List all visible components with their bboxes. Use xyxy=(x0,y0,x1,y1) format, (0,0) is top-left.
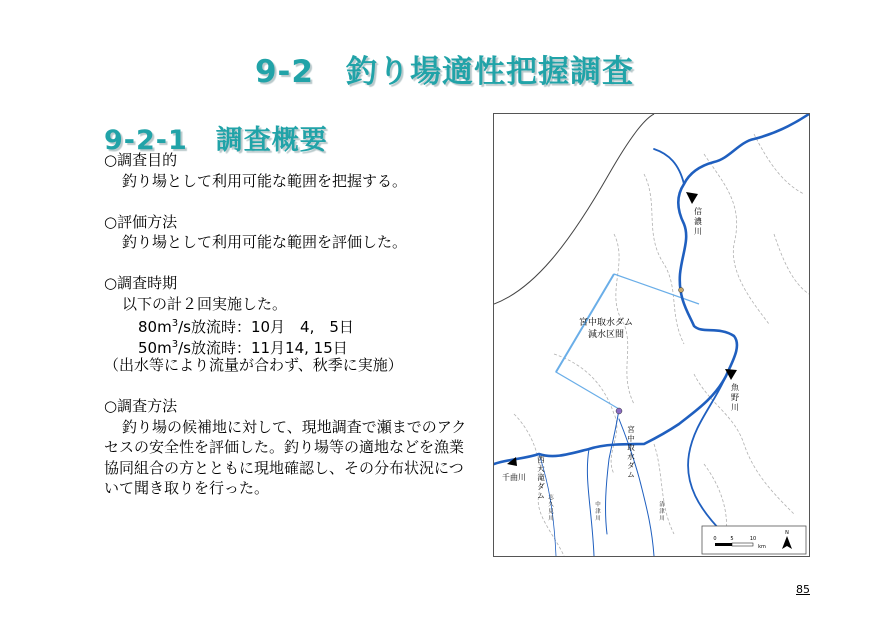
river-map xyxy=(493,113,810,557)
period-line-2: $50m^3/s$放流時：11月14, 15日 xyxy=(138,338,348,357)
label-nishiotaki-3: 滝 xyxy=(537,473,545,482)
method-heading: ○評価方法 xyxy=(104,212,178,231)
scale-legend xyxy=(702,526,806,554)
period-text: 以下の計２回実施した。 xyxy=(122,294,288,313)
label-nakatsu-1: 中 xyxy=(595,502,601,508)
coastline xyxy=(494,114,654,304)
label-shinano-1: 信 xyxy=(694,207,702,216)
purpose-text: 釣り場として利用可能な範囲を把握する。 xyxy=(122,171,408,190)
miyanaka-dam-marker xyxy=(616,408,622,414)
label-uono-3: 川 xyxy=(731,403,739,412)
scale-bar-segment-1 xyxy=(715,543,732,546)
purpose-heading: ○調査目的 xyxy=(104,151,178,169)
page-title: 9-2 釣り場適性把握調査 xyxy=(254,54,634,90)
municipal-boundaries xyxy=(514,134,809,556)
page-number: 85 xyxy=(796,583,810,596)
period-line-1: $80m^3/s$放流時：10月 4, 5日 xyxy=(138,318,354,336)
scale-tick-5: 5 xyxy=(730,536,734,542)
label-nakatsu-3: 川 xyxy=(595,516,601,522)
flow-arrow-shinano xyxy=(686,192,698,204)
label-shikumi-3: 見 xyxy=(548,509,554,515)
label-shikumi-1: 志 xyxy=(548,495,554,501)
scale-bar-segment-2 xyxy=(732,543,753,546)
shinano-river-main xyxy=(494,114,809,464)
scale-tick-10: 10 xyxy=(749,536,757,542)
kiyotsu-river-line xyxy=(619,419,654,556)
label-reduced-1: 宮中取水ダム xyxy=(578,318,634,328)
scale-tick-0: 0 xyxy=(713,536,717,542)
label-chikuma: 千曲川 xyxy=(502,473,526,482)
label-shinano-2: 濃 xyxy=(694,217,702,226)
label-miyanaka-6: ム xyxy=(627,470,635,479)
label-uono-2: 野 xyxy=(731,393,739,402)
label-nishiotaki-1: 西 xyxy=(537,455,545,464)
label-nishiotaki-2: 大 xyxy=(537,464,545,473)
period-note: （出水等により流量が合わず、秋季に実施） xyxy=(104,356,403,374)
label-kiyotsu-1: 清 xyxy=(659,502,665,508)
label-nakatsu-2: 津 xyxy=(595,509,601,515)
label-reduced-2: 減水区間 xyxy=(587,330,625,340)
label-uono-1: 魚 xyxy=(731,383,739,392)
label-shikumi-4: 川 xyxy=(548,516,554,522)
map-labels xyxy=(502,206,740,522)
label-kiyotsu-2: 津 xyxy=(659,509,665,515)
label-miyanaka-3: 取 xyxy=(627,443,635,452)
survey-heading: ○調査方法 xyxy=(104,397,178,415)
section-subtitle: 9-2-1 調査概要 xyxy=(104,125,328,156)
label-miyanaka-5: ダ xyxy=(627,461,635,470)
nakatsu-river-line xyxy=(587,449,594,556)
upstream-marker xyxy=(679,288,684,293)
north-label: N xyxy=(785,530,789,536)
label-miyanaka-2: 中 xyxy=(627,434,635,443)
survey-overview-text xyxy=(104,150,484,499)
shinano-upper-branch xyxy=(654,149,684,184)
label-miyanaka-4: 水 xyxy=(627,452,635,461)
label-shikumi-2: 久 xyxy=(548,502,554,508)
method-text: 釣り場として利用可能な範囲を評価した。 xyxy=(122,233,408,251)
label-nishiotaki-4: ダ xyxy=(537,482,545,491)
label-miyanaka-1: 宮 xyxy=(627,425,635,434)
label-shinano-3: 川 xyxy=(694,227,702,236)
label-nishiotaki-5: ム xyxy=(537,491,545,500)
survey-text: 釣り場の候補地に対して、現地調査で瀬までのアクセスの安全性を評価した。釣り場等の適地などを漁業協同組合の方とともに現地確認し、その分布状況について聞き取りを行った。 xyxy=(104,417,467,497)
river-map-svg xyxy=(494,114,809,556)
scale-unit: km xyxy=(758,544,766,550)
label-kiyotsu-3: 川 xyxy=(659,516,665,522)
period-heading: ○調査時期 xyxy=(104,274,178,292)
